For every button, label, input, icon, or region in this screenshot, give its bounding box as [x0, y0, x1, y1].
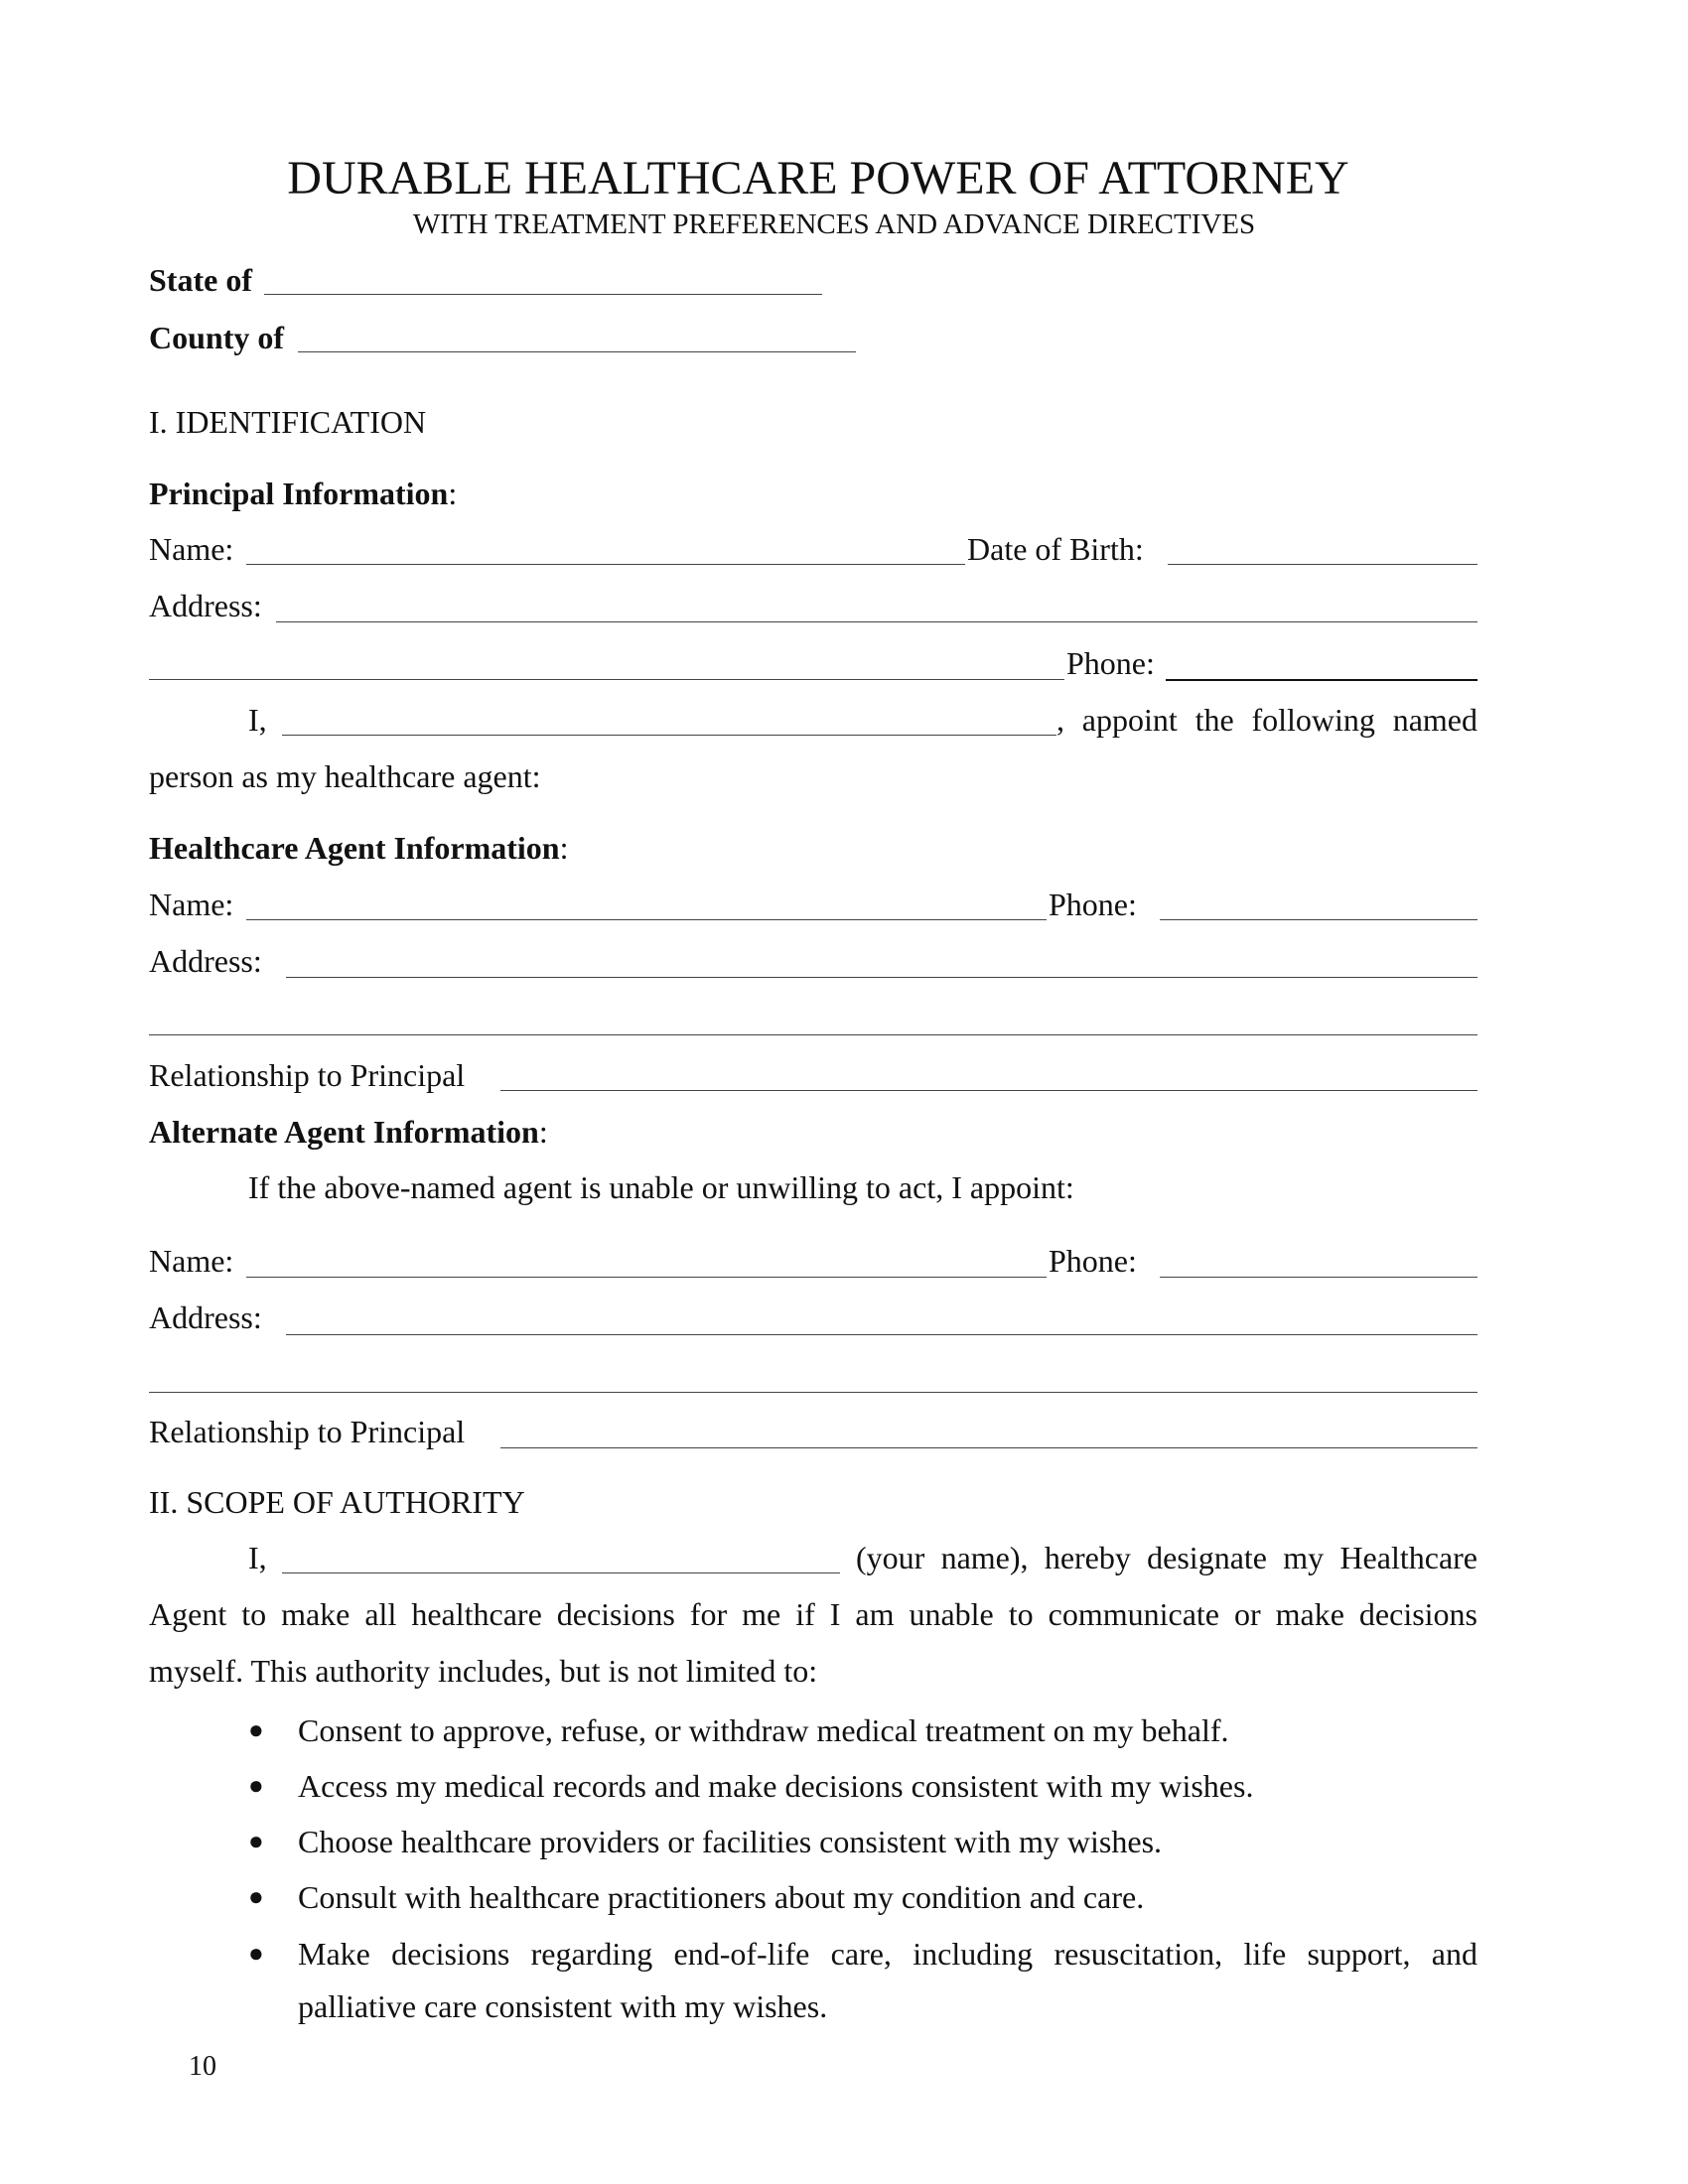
principal-address-label: Address:	[149, 588, 262, 623]
agent-heading: Healthcare Agent Information:	[149, 830, 569, 866]
principal-name-label: Name:	[149, 531, 234, 567]
scope-bullet: Consult with healthcare practitioners about my condition and care.	[298, 1879, 1145, 1915]
agent-address-field-1[interactable]	[286, 977, 1477, 978]
alternate-relationship-label: Relationship to Principal	[149, 1414, 466, 1449]
bullet-dot-icon: ●	[248, 1882, 264, 1911]
scope-line2: Agent to make all healthcare decisions for me if I am unable to communicate or make decisions	[149, 1596, 1477, 1632]
principal-dob-label: Date of Birth:	[967, 531, 1144, 567]
bullet-dot-icon: ●	[248, 1771, 264, 1800]
scope-bullet: Consent to approve, refuse, or withdraw medical treatment on my behalf.	[298, 1712, 1229, 1748]
scope-prefix: I,	[248, 1540, 267, 1575]
agent-name-label: Name:	[149, 887, 234, 922]
principal-heading: Principal Information:	[149, 476, 458, 511]
alternate-relationship-field[interactable]	[500, 1447, 1477, 1448]
alternate-intro: If the above-named agent is unable or unwilling to act, I appoint:	[248, 1169, 1074, 1205]
alternate-phone-field[interactable]	[1160, 1277, 1477, 1278]
scope-bullet: Access my medical records and make decisions consistent with my wishes.	[298, 1768, 1254, 1804]
appoint-suffix: , appoint the following named	[1056, 702, 1477, 738]
agent-phone-label: Phone:	[1049, 887, 1137, 922]
scope-bullet-continuation: palliative care consistent with my wishes.	[298, 1988, 828, 2024]
appoint-name-field[interactable]	[282, 735, 1056, 736]
bullet-dot-icon: ●	[248, 1715, 264, 1744]
bullet-dot-icon: ●	[248, 1939, 264, 1968]
principal-phone-field[interactable]	[1166, 679, 1477, 681]
alternate-address-field-1[interactable]	[286, 1334, 1477, 1335]
agent-address-label: Address:	[149, 943, 262, 979]
agent-phone-field[interactable]	[1160, 919, 1477, 920]
bullet-dot-icon: ●	[248, 1827, 264, 1855]
state-label: State of	[149, 262, 252, 298]
scope-bullet: Choose healthcare providers or facilities consistent with my wishes.	[298, 1824, 1163, 1859]
county-field[interactable]	[298, 351, 856, 352]
county-label: County of	[149, 320, 285, 355]
appoint-prefix: I,	[248, 702, 267, 738]
agent-name-field[interactable]	[246, 919, 1047, 920]
alternate-phone-label: Phone:	[1049, 1243, 1137, 1279]
agent-address-field-2[interactable]	[149, 1034, 1477, 1035]
document-subtitle: WITH TREATMENT PREFERENCES AND ADVANCE DIRECTIVES	[412, 208, 1256, 240]
alternate-heading: Alternate Agent Information:	[149, 1114, 548, 1150]
alternate-address-field-2[interactable]	[149, 1392, 1477, 1393]
appoint-continuation: person as my healthcare agent:	[149, 758, 541, 794]
alternate-address-label: Address:	[149, 1299, 262, 1335]
principal-phone-label: Phone:	[1066, 645, 1155, 681]
principal-name-field[interactable]	[246, 564, 965, 565]
agent-relationship-label: Relationship to Principal	[149, 1057, 466, 1093]
document-title: DURABLE HEALTHCARE POWER OF ATTORNEY	[287, 152, 1349, 205]
state-field[interactable]	[264, 294, 822, 295]
alternate-name-field[interactable]	[246, 1277, 1047, 1278]
scope-name-field[interactable]	[282, 1572, 840, 1573]
principal-dob-field[interactable]	[1168, 564, 1477, 565]
alternate-name-label: Name:	[149, 1243, 234, 1279]
principal-address-field-1[interactable]	[276, 621, 1477, 622]
scope-bullet: Make decisions regarding end-of-life care, including resuscitation, life support, and	[298, 1936, 1477, 1972]
scope-line1-suffix: (your name), hereby designate my Healthcare	[856, 1540, 1477, 1575]
scope-line3: myself. This authority includes, but is not limited to:	[149, 1653, 818, 1689]
agent-relationship-field[interactable]	[500, 1090, 1477, 1091]
page-number: 10	[189, 2051, 216, 2082]
principal-address-field-2[interactable]	[149, 679, 1064, 680]
identification-heading: I. IDENTIFICATION	[149, 404, 427, 440]
scope-heading: II. SCOPE OF AUTHORITY	[149, 1484, 525, 1520]
